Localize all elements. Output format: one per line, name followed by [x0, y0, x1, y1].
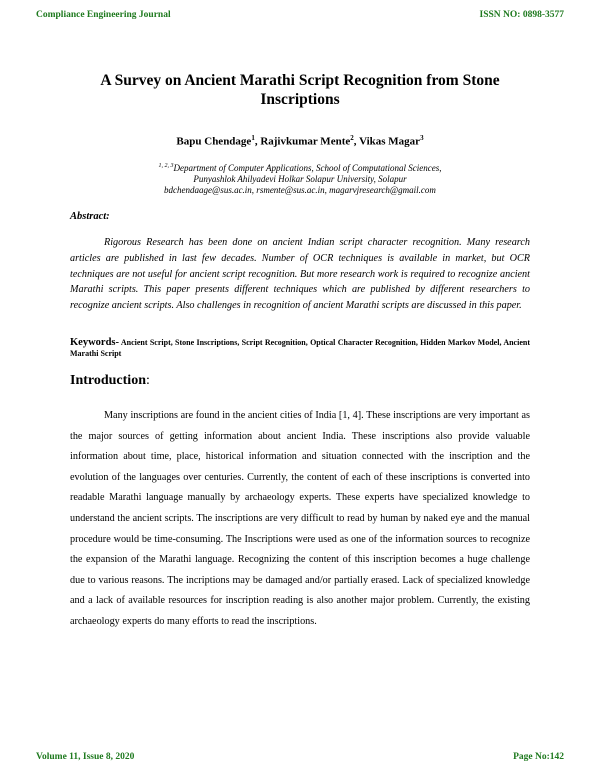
- volume-issue: Volume 11, Issue 8, 2020: [36, 752, 135, 762]
- author-affiliation-mark: 3: [420, 134, 424, 142]
- introduction-paragraph: Many inscriptions are found in the ancient cities of India [1, 4]. These inscriptions are very important as the major sources of getting information about ancient India. These inscriptions also provide valuable information about time, place, historical information and situation connected with the inscription and the evolution of the languages over centuries. Currently, the content of each of these inscriptions is converted into readable Marathi language manually by archaeology experts. These experts have specialized knowledge to understand the ancient scripts. The inscriptions are very difficult to read by human by naked eye and the manual procedure would be time-consuming. The Inscriptions were used as one of the information sources to recognize the expansion of the Marathi language. Recognizing the content of this inscription becomes a huge challenge due to various reasons. The incriptions may be damaged and/or partially erased. Lack of specialized knowledge and a lack of available resources for inscription reading is also another major problem. Currently, the existing archaeology experts do many efforts to read the inscriptions.: [70, 410, 530, 627]
- affiliation-block: [0, 161, 600, 196]
- issn-number: ISSN NO: 0898-3577: [479, 10, 564, 20]
- author-name: Vikas Magar: [359, 135, 421, 148]
- introduction-heading: [70, 373, 150, 389]
- author-affiliation-mark: 1: [251, 134, 255, 142]
- keywords-label: Keywords-: [70, 337, 119, 348]
- author-separator: ,: [254, 135, 261, 148]
- affiliation-university: Punyashlok Ahilyadevi Holkar Solapur University, Solapur: [193, 174, 407, 184]
- keywords-block: [70, 337, 530, 359]
- journal-name: Compliance Engineering Journal: [36, 10, 171, 20]
- page-number: Page No:142: [513, 752, 564, 762]
- author-emails: bdchendaage@sus.ac.in, rsmente@sus.ac.in, magarvjresearch@gmail.com: [164, 185, 436, 195]
- author-list: [0, 134, 600, 148]
- introduction-heading-colon: :: [145, 373, 150, 388]
- author-separator: ,: [353, 135, 360, 148]
- abstract-heading: Abstract:: [70, 211, 110, 222]
- abstract-text: Rigorous Research has been done on ancient Indian script character recognition. Many research articles are published in last few decades. Number of OCR techniques is available in market, but OCR techniques are not useful for ancient script recognition. But more research work is required to recognize ancient Marathi scripts. This paper presents different techniques which are published by different researchers to recognize ancient scripts. Also challenges in recognition of ancient Marathi scripts are discussed in this paper.: [70, 237, 530, 312]
- introduction-heading-text: Introduction: [70, 373, 146, 388]
- affiliation-department: Department of Computer Applications, School of Computational Sciences,: [173, 163, 442, 173]
- keywords-list: Ancient Script, Stone Inscriptions, Script Recognition, Optical Character Recognition, Hidden Markov Model, Ancient Marathi Script: [70, 338, 530, 358]
- affiliation-mark: 1, 2, 3: [158, 163, 174, 169]
- author-name: Bapu Chendage: [176, 135, 252, 148]
- paper-title: A Survey on Ancient Marathi Script Recognition from Stone Inscriptions: [100, 72, 500, 108]
- affiliation-line: [0, 161, 600, 174]
- author-affiliation-mark: 2: [350, 134, 354, 142]
- author-name: Rajivkumar Mente: [260, 135, 351, 148]
